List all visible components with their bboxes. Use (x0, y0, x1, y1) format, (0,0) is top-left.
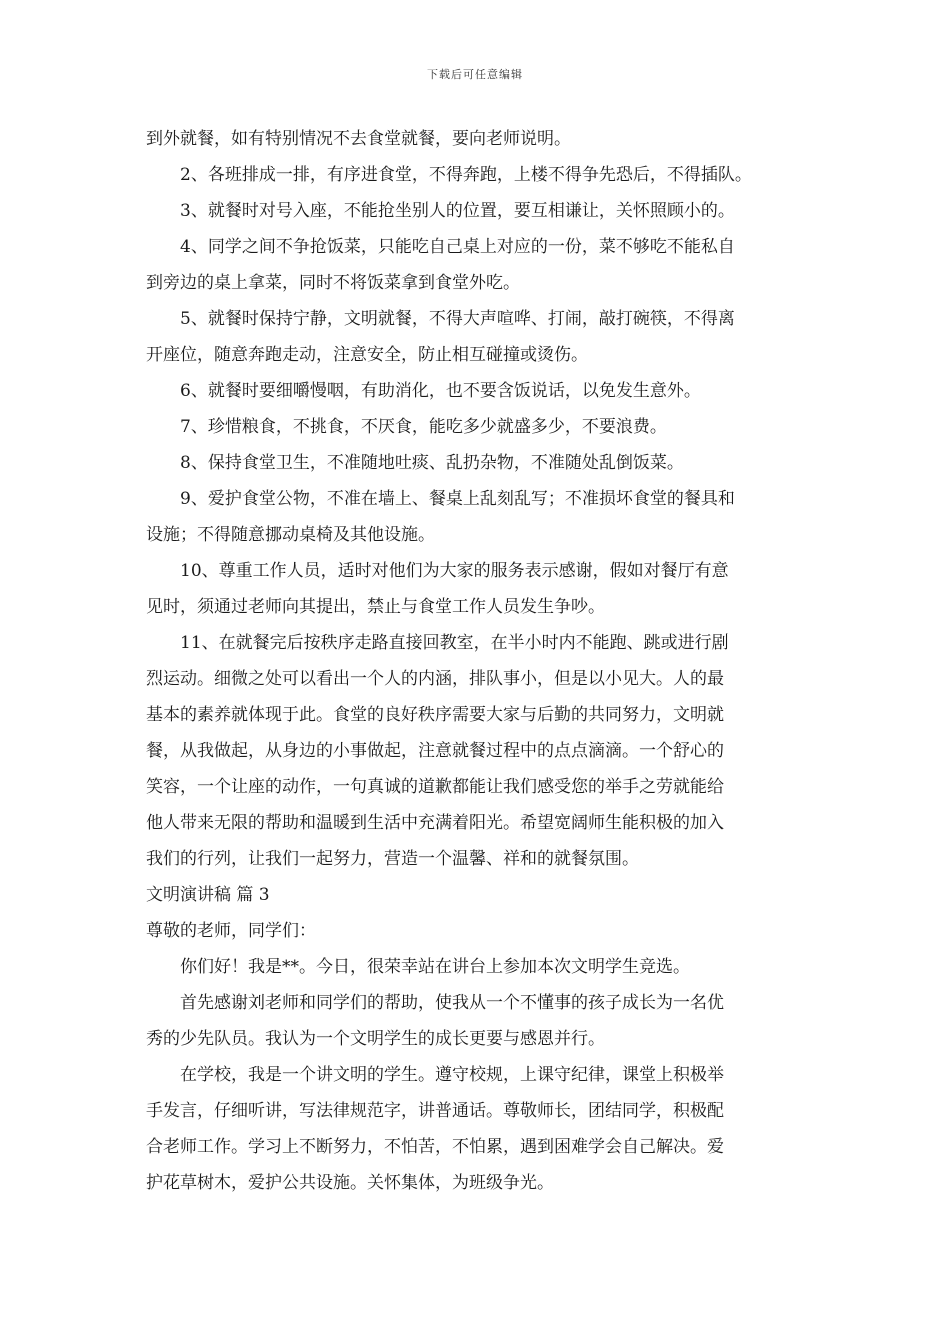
text-line: 你们好！我是**。今日，很荣幸站在讲台上参加本次文明学生竞选。 (180, 957, 690, 977)
text-line: 3、就餐时对号入座，不能抢坐别人的位置，要互相谦让，关怀照顾小的。 (180, 201, 735, 221)
text-line: 6、就餐时要细嚼慢咽，有助消化，也不要含饭说话，以免发生意外。 (180, 381, 701, 401)
text-line: 设施；不得随意挪动桌椅及其他设施。 (146, 525, 435, 545)
text-line: 文明演讲稿 篇 3 (146, 885, 270, 905)
text-line: 基本的素养就体现于此。食堂的良好秩序需要大家与后勤的共同努力，文明就 (146, 705, 724, 725)
text-line: 尊敬的老师，同学们： (146, 921, 316, 941)
text-line: 4、同学之间不争抢饭菜，只能吃自己桌上对应的一份，菜不够吃不能私自 (180, 237, 735, 257)
text-line: 到旁边的桌上拿菜，同时不将饭菜拿到食堂外吃。 (146, 273, 520, 293)
text-line: 11、在就餐完后按秩序走路直接回教室，在半小时内不能跑、跳或进行剧 (180, 633, 729, 653)
page-header: 下载后可任意编辑 (427, 68, 523, 81)
text-line: 2、各班排成一排，有序进食堂，不得奔跑，上楼不得争先恐后，不得插队。 (180, 165, 752, 185)
text-line: 10、尊重工作人员，适时对他们为大家的服务表示感谢，假如对餐厅有意 (180, 561, 729, 581)
text-line: 烈运动。细微之处可以看出一个人的内涵，排队事小，但是以小见大。人的最 (146, 669, 724, 689)
text-line: 护花草树木，爱护公共设施。关怀集体，为班级争光。 (146, 1173, 554, 1193)
text-line: 首先感谢刘老师和同学们的帮助，使我从一个不懂事的孩子成长为一名优 (180, 993, 724, 1013)
text-line: 7、珍惜粮食，不挑食，不厌食，能吃多少就盛多少，不要浪费。 (180, 417, 667, 437)
text-line: 合老师工作。学习上不断努力，不怕苦，不怕累，遇到困难学会自己解决。爱 (146, 1137, 724, 1157)
text-line: 开座位，随意奔跑走动，注意安全，防止相互碰撞或烫伤。 (146, 345, 588, 365)
text-line: 到外就餐，如有特别情况不去食堂就餐，要向老师说明。 (146, 129, 571, 149)
text-line: 秀的少先队员。我认为一个文明学生的成长更要与感恩并行。 (146, 1029, 605, 1049)
document-body (146, 121, 806, 1201)
text-line: 8、保持食堂卫生，不准随地吐痰、乱扔杂物，不准随处乱倒饭菜。 (180, 453, 684, 473)
text-line: 在学校，我是一个讲文明的学生。遵守校规，上课守纪律，课堂上积极举 (180, 1065, 724, 1085)
text-line: 5、就餐时保持宁静，文明就餐，不得大声喧哗、打闹，敲打碗筷，不得离 (180, 309, 735, 329)
text-line: 9、爱护食堂公物，不准在墙上、餐桌上乱刻乱写；不准损坏食堂的餐具和 (180, 489, 735, 509)
text-line: 手发言，仔细听讲，写法律规范字，讲普通话。尊敬师长，团结同学，积极配 (146, 1101, 724, 1121)
text-line: 我们的行列，让我们一起努力，营造一个温馨、祥和的就餐氛围。 (146, 849, 639, 869)
text-line: 笑容，一个让座的动作，一句真诚的道歉都能让我们感受您的举手之劳就能给 (146, 777, 724, 797)
text-line: 餐，从我做起，从身边的小事做起，注意就餐过程中的点点滴滴。一个舒心的 (146, 741, 724, 761)
text-line: 他人带来无限的帮助和温暖到生活中充满着阳光。希望宽阔师生能积极的加入 (146, 813, 724, 833)
text-line: 见时，须通过老师向其提出，禁止与食堂工作人员发生争吵。 (146, 597, 605, 617)
